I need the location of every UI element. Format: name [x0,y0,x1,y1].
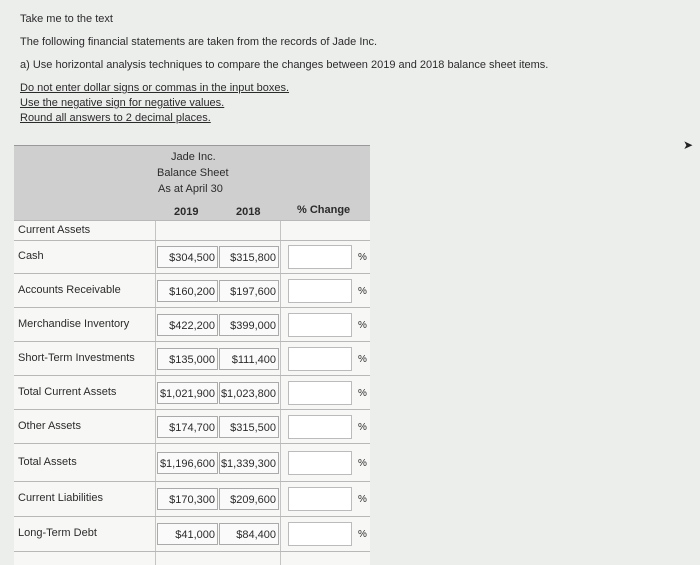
value-2019: $422,200 [157,314,218,336]
percent-change-input[interactable] [288,313,352,337]
statement-title: Balance Sheet [157,167,229,179]
table-row [14,410,370,444]
row-label: Total Current Assets [18,386,117,398]
row-label: Total Assets [18,456,77,468]
company-name: Jade Inc. [171,151,216,163]
value-2018: $1,339,300 [219,452,279,474]
row-label: Other Assets [18,420,81,432]
value-2018: $315,500 [219,416,279,438]
percent-sign: % [358,252,367,263]
question-line: a) Use horizontal analysis techniques to compare the changes between 2019 and 2018 balance sheet items. [20,59,549,71]
value-2018: $209,600 [219,488,279,510]
section-label: Current Assets [18,224,91,236]
percent-change-input[interactable] [288,415,352,439]
value-2018: $111,400 [219,348,279,370]
table-row [14,240,370,274]
note-dollar: Do not enter dollar signs or commas in the input boxes. [20,82,290,94]
value-2019: $1,196,600 [157,452,218,474]
table-row [14,274,370,308]
row-label: Current Liabilities [18,492,103,504]
text-link[interactable]: Take me to the text [20,13,113,25]
value-2018: $197,600 [219,280,279,302]
instructions [20,12,548,126]
value-2018: $399,000 [219,314,279,336]
percent-sign: % [358,354,367,365]
row-label: Merchandise Inventory [18,318,130,330]
row-label: Cash [18,250,44,262]
col-2019-header: 2019 [174,206,199,218]
percent-sign: % [358,458,367,469]
percent-sign: % [358,286,367,297]
row-label: Short-Term Investments [18,352,135,364]
value-2019: $135,000 [157,348,218,370]
value-2019: $304,500 [157,246,218,268]
value-2019: $160,200 [157,280,218,302]
value-2019: $1,021,900 [157,382,218,404]
intro-line: The following financial statements are taken from the records of Jade Inc. [20,36,378,48]
value-2018: $1,023,800 [219,382,279,404]
table-header [14,145,370,221]
table-row [14,482,370,517]
balance-sheet-table [14,145,370,565]
table-row [14,444,370,482]
percent-sign: % [358,529,367,540]
table-row [14,376,370,410]
value-2018: $84,400 [219,523,279,545]
table-row [14,308,370,342]
percent-sign: % [358,388,367,399]
row-label: Accounts Receivable [18,284,121,296]
row-label: Long-Term Debt [18,527,97,539]
mouse-pointer-icon: ➤ [683,138,694,152]
percent-change-input[interactable] [288,347,352,371]
percent-change-input[interactable] [288,451,352,475]
percent-change-input[interactable] [288,381,352,405]
value-2019: $174,700 [157,416,218,438]
value-2018: $315,800 [219,246,279,268]
table-row [14,517,370,552]
value-2019: $170,300 [157,488,218,510]
percent-change-input[interactable] [288,487,352,511]
percent-change-input[interactable] [288,279,352,303]
percent-sign: % [358,494,367,505]
note-negative: Use the negative sign for negative values. [20,97,225,109]
note-rounding: Round all answers to 2 decimal places. [20,112,211,124]
table-row [14,342,370,376]
percent-change-input[interactable] [288,245,352,269]
col-change-header: % Change [297,204,351,216]
col-2018-header: 2018 [236,206,261,218]
section-row [14,220,370,241]
value-2019: $41,000 [157,523,218,545]
percent-sign: % [358,320,367,331]
percent-sign: % [358,422,367,433]
percent-change-input[interactable] [288,522,352,546]
statement-date: As at April 30 [158,183,223,195]
